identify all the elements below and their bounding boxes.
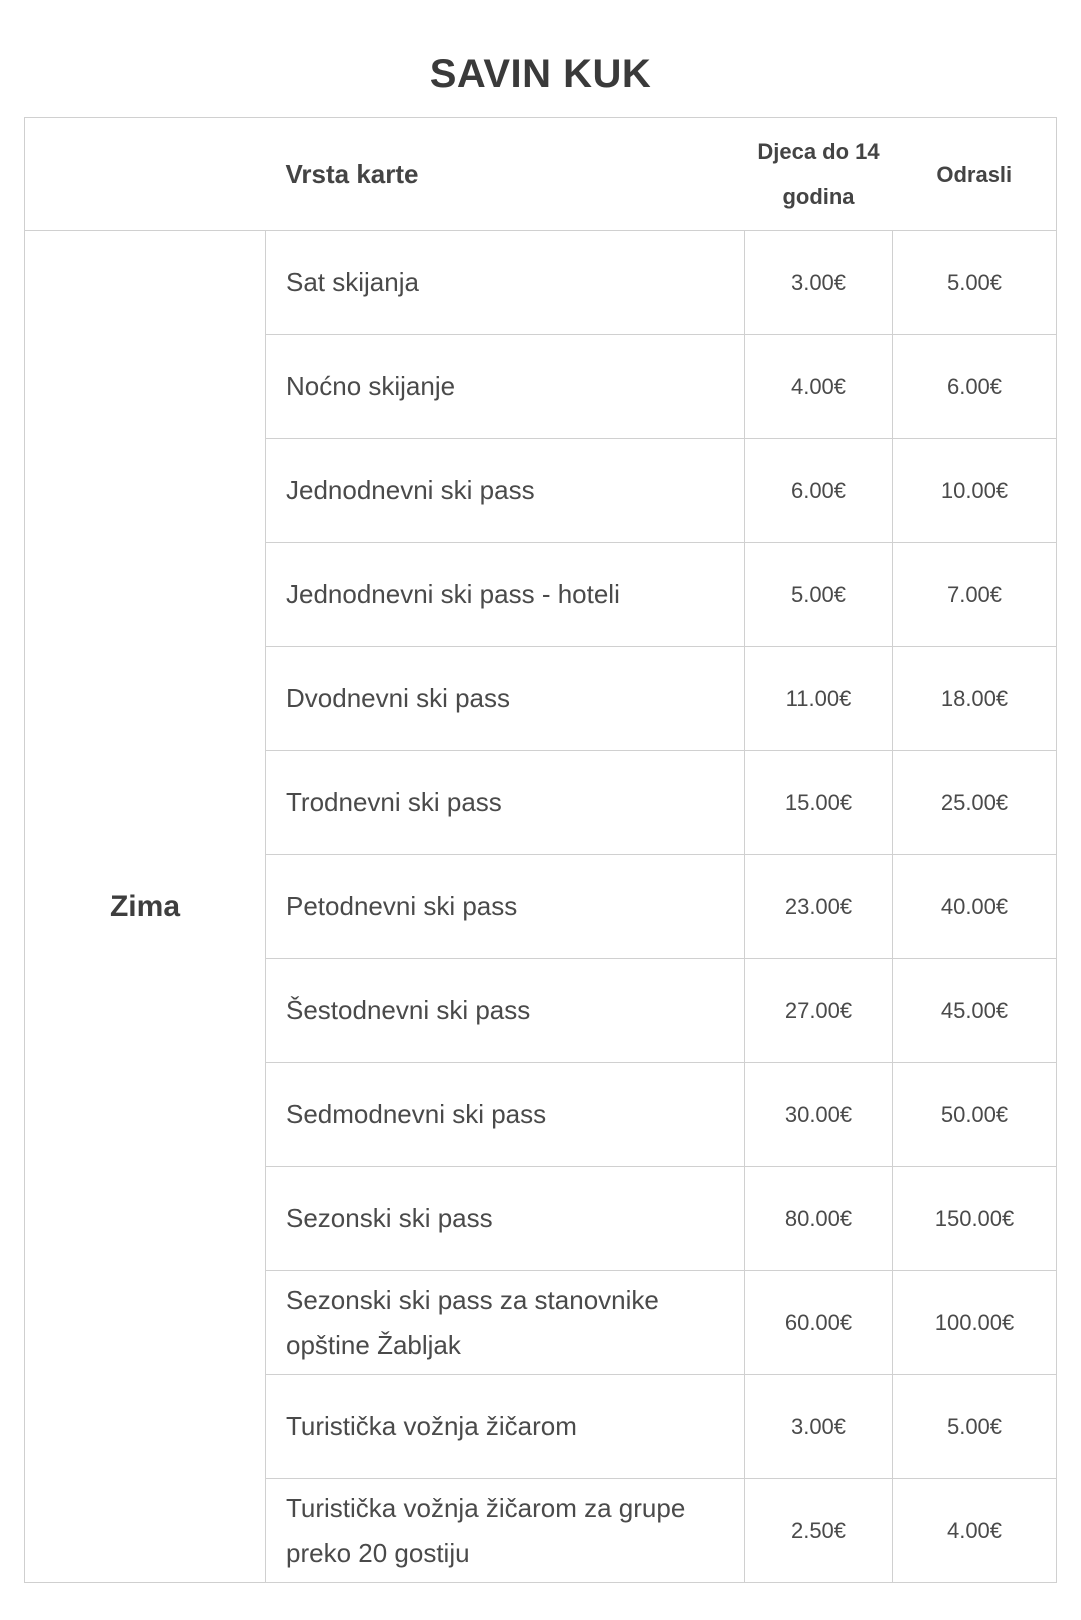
adult-price-cell: 50.00€ [893,1063,1057,1167]
kids-price-cell: 2.50€ [745,1479,893,1583]
table-body [25,231,1057,1583]
ticket-type-cell: Petodnevni ski pass [266,855,745,959]
adult-price-cell: 10.00€ [893,439,1057,543]
adult-price-cell: 5.00€ [893,231,1057,335]
kids-price-cell: 11.00€ [745,647,893,751]
adult-price-cell: 150.00€ [893,1167,1057,1271]
ticket-type-cell: Trodnevni ski pass [266,751,745,855]
ticket-type-cell: Noćno skijanje [266,335,745,439]
column-header-ticket-type: Vrsta karte [266,118,745,231]
adult-price-cell: 6.00€ [893,335,1057,439]
season-cell: Zima [25,231,266,1583]
ticket-type-cell: Sezonski ski pass za stanovnike opštine Žabljak [266,1271,745,1375]
ticket-type-cell: Sezonski ski pass [266,1167,745,1271]
kids-price-cell: 30.00€ [745,1063,893,1167]
price-table [24,117,1057,1583]
adult-price-cell: 5.00€ [893,1375,1057,1479]
kids-price-cell: 3.00€ [745,1375,893,1479]
adult-price-cell: 4.00€ [893,1479,1057,1583]
kids-price-cell: 3.00€ [745,231,893,335]
kids-price-cell: 27.00€ [745,959,893,1063]
ticket-type-cell: Turistička vožnja žičarom za grupe preko 20 gostiju [266,1479,745,1583]
ticket-type-cell: Jednodnevni ski pass [266,439,745,543]
column-header-kids: Djeca do 14 godina [745,118,893,231]
adult-price-cell: 45.00€ [893,959,1057,1063]
ticket-type-cell: Šestodnevni ski pass [266,959,745,1063]
kids-price-cell: 5.00€ [745,543,893,647]
ticket-type-cell: Sedmodnevni ski pass [266,1063,745,1167]
kids-price-cell: 23.00€ [745,855,893,959]
adult-price-cell: 18.00€ [893,647,1057,751]
kids-price-cell: 6.00€ [745,439,893,543]
column-header-season [25,118,266,231]
ticket-type-cell: Turistička vožnja žičarom [266,1375,745,1479]
kids-price-cell: 80.00€ [745,1167,893,1271]
ticket-type-cell: Dvodnevni ski pass [266,647,745,751]
page-title: SAVIN KUK [429,52,652,96]
adult-price-cell: 7.00€ [893,543,1057,647]
kids-price-cell: 4.00€ [745,335,893,439]
adult-price-cell: 100.00€ [893,1271,1057,1375]
kids-price-cell: 60.00€ [745,1271,893,1375]
adult-price-cell: 25.00€ [893,751,1057,855]
kids-price-cell: 15.00€ [745,751,893,855]
ticket-type-cell: Sat skijanja [266,231,745,335]
ticket-type-cell: Jednodnevni ski pass - hoteli [266,543,745,647]
adult-price-cell: 40.00€ [893,855,1057,959]
table-row [25,231,1057,335]
table-header-row [25,118,1057,231]
column-header-adults: Odrasli [893,118,1057,231]
